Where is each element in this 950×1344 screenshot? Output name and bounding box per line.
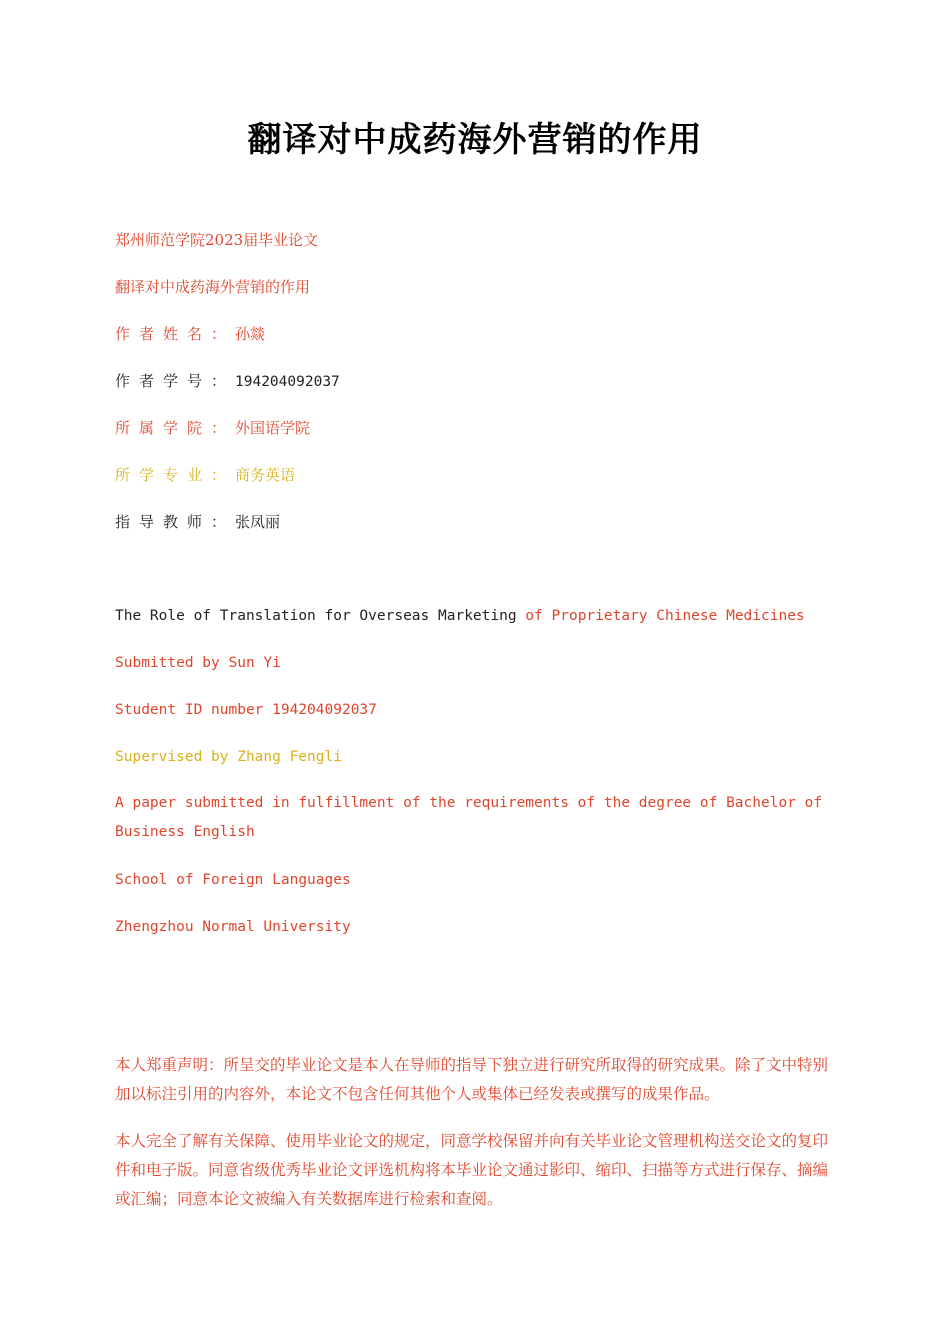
major-label: 所学专业： <box>115 466 236 484</box>
major-row <box>115 465 295 485</box>
advisor-row <box>115 512 280 532</box>
thesis-title-cn: 翻译对中成药海外营销的作用 <box>115 278 311 296</box>
school-en: School of Foreign Languages <box>115 872 351 888</box>
student-no-value: 194204092037 <box>235 374 340 390</box>
college-value: 外国语学院 <box>235 419 311 437</box>
student-no-row <box>115 371 340 392</box>
declaration-paragraph-2: 本人完全了解有关保障、使用毕业论文的规定，同意学校保留并向有关毕业论文管理机构送交论文的复印件和电子版。同意省级优秀毕业论文评选机构将本毕业论文通过影印、缩印、扫描等方式进行保存、摘编或汇编；同意本论文被编入有关数据库进行检索和查阅。 <box>115 1132 829 1208</box>
submitted-by: Submitted by Sun Yi <box>115 655 281 671</box>
advisor-label: 指导教师： <box>115 513 236 531</box>
author-value: 孙燚 <box>235 325 266 343</box>
author-label: 作者姓名： <box>115 325 236 343</box>
english-title-part1: The Role of Translation for Overseas Marketing <box>115 608 526 624</box>
university-line: 郑州师范学院2023届毕业论文 <box>115 231 319 249</box>
declaration-paragraph-1: 本人郑重声明：所呈交的毕业论文是本人在导师的指导下独立进行研究所取得的研究成果。除了文中特别加以标注引用的内容外，本论文不包含任何其他个人或集体已经发表或撰写的成果作品。 <box>115 1056 829 1103</box>
college-label: 所属学院： <box>115 419 236 437</box>
college-row <box>115 418 310 438</box>
advisor-value: 张凤丽 <box>235 513 281 531</box>
supervised-by: Supervised by Zhang Fengli <box>115 749 342 765</box>
university-en: Zhengzhou Normal University <box>115 919 351 935</box>
english-title-part2: of Proprietary Chinese Medicines <box>525 608 805 624</box>
student-id-en: Student ID number 194204092037 <box>115 702 377 718</box>
degree-statement: A paper submitted in fulfillment of the requirements of the degree of Bachelor of Business English <box>115 795 823 840</box>
page-title: 翻译对中成药海外营销的作用 <box>247 120 703 160</box>
english-title <box>115 606 805 626</box>
author-row <box>115 324 265 344</box>
student-no-label: 作者学号： <box>115 372 236 390</box>
major-value: 商务英语 <box>235 466 296 484</box>
